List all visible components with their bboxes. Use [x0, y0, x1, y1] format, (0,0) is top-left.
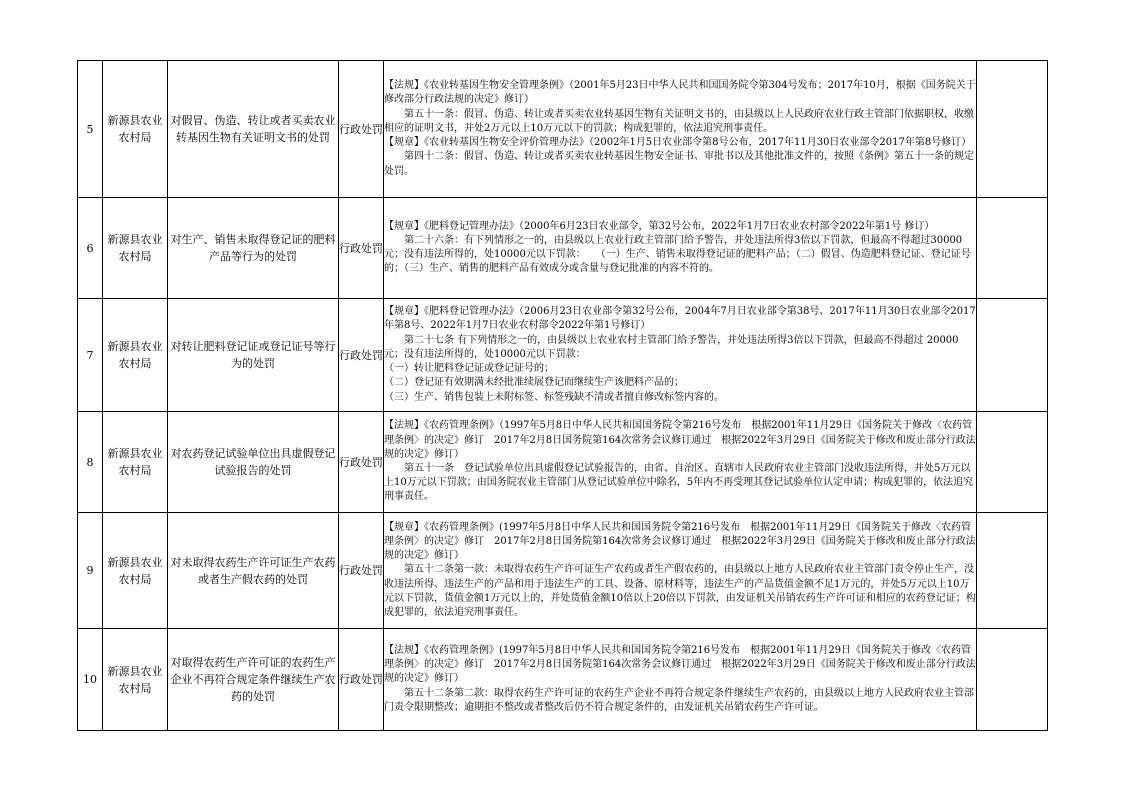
item-type-cell: 行政处罚: [339, 629, 384, 731]
basis-paragraph: （二）登记证有效期满未经批准续展登记而继续生产该肥料产品的；: [384, 377, 684, 389]
row-number: 5: [78, 61, 103, 198]
department-cell: 新源县农业农村局: [103, 629, 168, 731]
table-row: [78, 61, 1048, 198]
department-cell: 新源县农业农村局: [103, 299, 168, 412]
item-type-cell: 行政处罚: [339, 198, 384, 299]
table-row: [78, 412, 1048, 513]
basis-paragraph: 【法规】《农药管理条例》(1997年5月8日中华人民共和国国务院令第216号发布 根据2001年11月29日《国务院关于修改〈农药管理条例〉的决定》修订 2017年2月8日国务院第164次常务会议修订通过 根据2022年3月29日《国务院关于修改和废止部分行政法规的决定》修订）: [384, 644, 976, 685]
basis-paragraph: 第五十二条第一款：未取得农药生产许可证生产农药或者生产假农药的，由县级以上地方人民政府农业主管部门责令停止生产，没收违法所得、违法生产的产品和用于违法生产的工具、设备、原材料等，违法生产的产品货值金额不足1万元的，并处5万元以上10万元以下罚款，货值金额1万元以上的，并处货值金额10倍以上20倍以下罚款，由发证机关吊销农药生产许可证和相应的农药登记证；构成犯罪的，依法追究刑事责任。: [384, 564, 976, 618]
remarks-cell: [977, 412, 1048, 513]
table-row: [78, 513, 1048, 629]
legal-basis-cell: [384, 299, 977, 412]
item-name-cell: 对生产、销售未取得登记证的肥料产品等行为的处罚: [168, 198, 339, 299]
basis-paragraph: 【规章】《农业转基因生物安全评价管理办法》（2002年1月5日农业部令第8号公布，2017年11月30日农业部令2017年第8号修订）: [384, 137, 972, 149]
basis-paragraph: 【规章】《农药管理条例》(1997年5月8日中华人民共和国国务院令第216号发布 根据2001年11月29日《国务院关于修改〈农药管理条例〉的决定》修订 2017年2月8日国务院第164次常务会议修订通过 根据2022年3月29日《国务院关于修改和废止部分行政法规的决定》修订）: [384, 521, 976, 562]
department-cell: 新源县农业农村局: [103, 412, 168, 513]
basis-paragraph: 第五十一条 登记试验单位出具虚假登记试验报告的，由省、自治区、直辖市人民政府农业主管部门没收违法所得，并处5万元以上10万元以下罚款；由国务院农业主管部门从登记试验单位中除名，5年内不再受理其登记试验单位认定申请；构成犯罪的，依法追究刑事责任。: [384, 463, 974, 503]
basis-paragraph: 【法规】《农药管理条例》（1997年5月8日中华人民共和国国务院令第216号发布 根据2001年11月29日《国务院关于修改〈农药管理条例〉的决定》修订 2017年2月8日国务院第164次常务会议修订通过 根据2022年3月29日《国务院关于修改和废止部分行政法规的决定》修订）: [384, 420, 976, 460]
penalty-table: [77, 60, 1048, 731]
department-cell: 新源县农业农村局: [103, 198, 168, 299]
basis-paragraph: （三）生产、销售包装上未附标签、标签残缺不清或者擅自修改标签内容的。: [384, 391, 724, 403]
department-cell: 新源县农业农村局: [103, 61, 168, 198]
table-row: [78, 299, 1048, 412]
item-name-cell: 对取得农药生产许可证的农药生产企业不再符合规定条件继续生产农药的处罚: [168, 629, 339, 731]
row-number: 7: [78, 299, 103, 412]
remarks-cell: [977, 198, 1048, 299]
table-row: [78, 198, 1048, 299]
legal-basis-cell: [384, 412, 977, 513]
legal-basis-cell: [384, 61, 977, 198]
item-type-cell: 行政处罚: [339, 299, 384, 412]
basis-paragraph: 第五十二条第二款：取得农药生产许可证的农药生产企业不再符合规定条件继续生产农药的，由县级以上地方人民政府农业主管部门责令限期整改；逾期拒不整改或者整改后仍不符合规定条件的，由发证机关吊销农药生产许可证。: [384, 687, 974, 713]
item-name-cell: 对假冒、伪造、转让或者买卖农业转基因生物有关证明文书的处罚: [168, 61, 339, 198]
item-name-cell: 对农药登记试验单位出具虚假登记试验报告的处罚: [168, 412, 339, 513]
table-row: [78, 629, 1048, 731]
item-type-cell: 行政处罚: [339, 412, 384, 513]
basis-paragraph: 第二十六条：有下列情形之一的，由县级以上农业行政主管部门给予警告，并处违法所得3倍以下罚款，但最高不得超过30000元；没有违法所得的，处10000元以下罚款： （一）生产、销售未取得登记证的肥料产品；（二）假冒、伪造肥料登记证、登记证号的；（三）生产、销售的肥料产品有效成分或含量与登记批准的内容不符的。: [384, 234, 971, 275]
basis-paragraph: 【规章】《肥料登记管理办法》（2000年6月23日农业部令，第32号公布，2022年1月7日农业农村部令2022年第1号 修订）: [384, 220, 935, 232]
legal-basis-cell: [384, 198, 977, 299]
item-name-cell: 对未取得农药生产许可证生产农药或者生产假农药的处罚: [168, 513, 339, 629]
item-type-cell: 行政处罚: [339, 513, 384, 629]
basis-paragraph: 第四十二条：假冒、伪造、转让或者买卖农业转基因生物安全证书、审批书以及其他批准文件的，按照《条例》第五十一条的规定处罚。: [384, 151, 974, 177]
remarks-cell: [977, 299, 1048, 412]
legal-basis-cell: [384, 513, 977, 629]
item-name-cell: 对转让肥料登记证或登记证号等行为的处罚: [168, 299, 339, 412]
basis-paragraph: 【法规】《农业转基因生物安全管理条例》（2001年5月23日中华人民共和国国务院令第304号发布；2017年10月，根据《国务院关于修改部分行政法规的决定》修订）: [384, 80, 976, 106]
legal-basis-cell: [384, 629, 977, 731]
basis-paragraph: （一）转让肥料登记证或登记证号的；: [384, 363, 554, 375]
basis-paragraph: 第二十七条 有下列情形之一的，由县级以上农业农村主管部门给予警告，并处违法所得3倍以下罚款，但最高不得超过 20000元；没有违法所得的，处10000元以下罚款：: [384, 334, 959, 360]
row-number: 9: [78, 513, 103, 629]
basis-paragraph: 第五十一条：假冒、伪造、转让或者买卖农业转基因生物有关证明文书的，由县级以上人民政府农业行政主管部门依据职权，收缴相应的证明文书，并处2万元以上10万元以下的罚款；构成犯罪的，依法追究刑事责任。: [384, 108, 974, 134]
remarks-cell: [977, 513, 1048, 629]
row-number: 6: [78, 198, 103, 299]
remarks-cell: [977, 61, 1048, 198]
department-cell: 新源县农业农村局: [103, 513, 168, 629]
row-number: 10: [78, 629, 103, 731]
row-number: 8: [78, 412, 103, 513]
remarks-cell: [977, 629, 1048, 731]
item-type-cell: 行政处罚: [339, 61, 384, 198]
basis-paragraph: 【规章】《肥料登记管理办法》（2006月23日农业部令第32号公布，2004年7月日农业部令第38号、2017年11月30日农业部令2017年第8号、2022年1月7日农业农村部令2022年第1号修订）: [384, 306, 976, 332]
